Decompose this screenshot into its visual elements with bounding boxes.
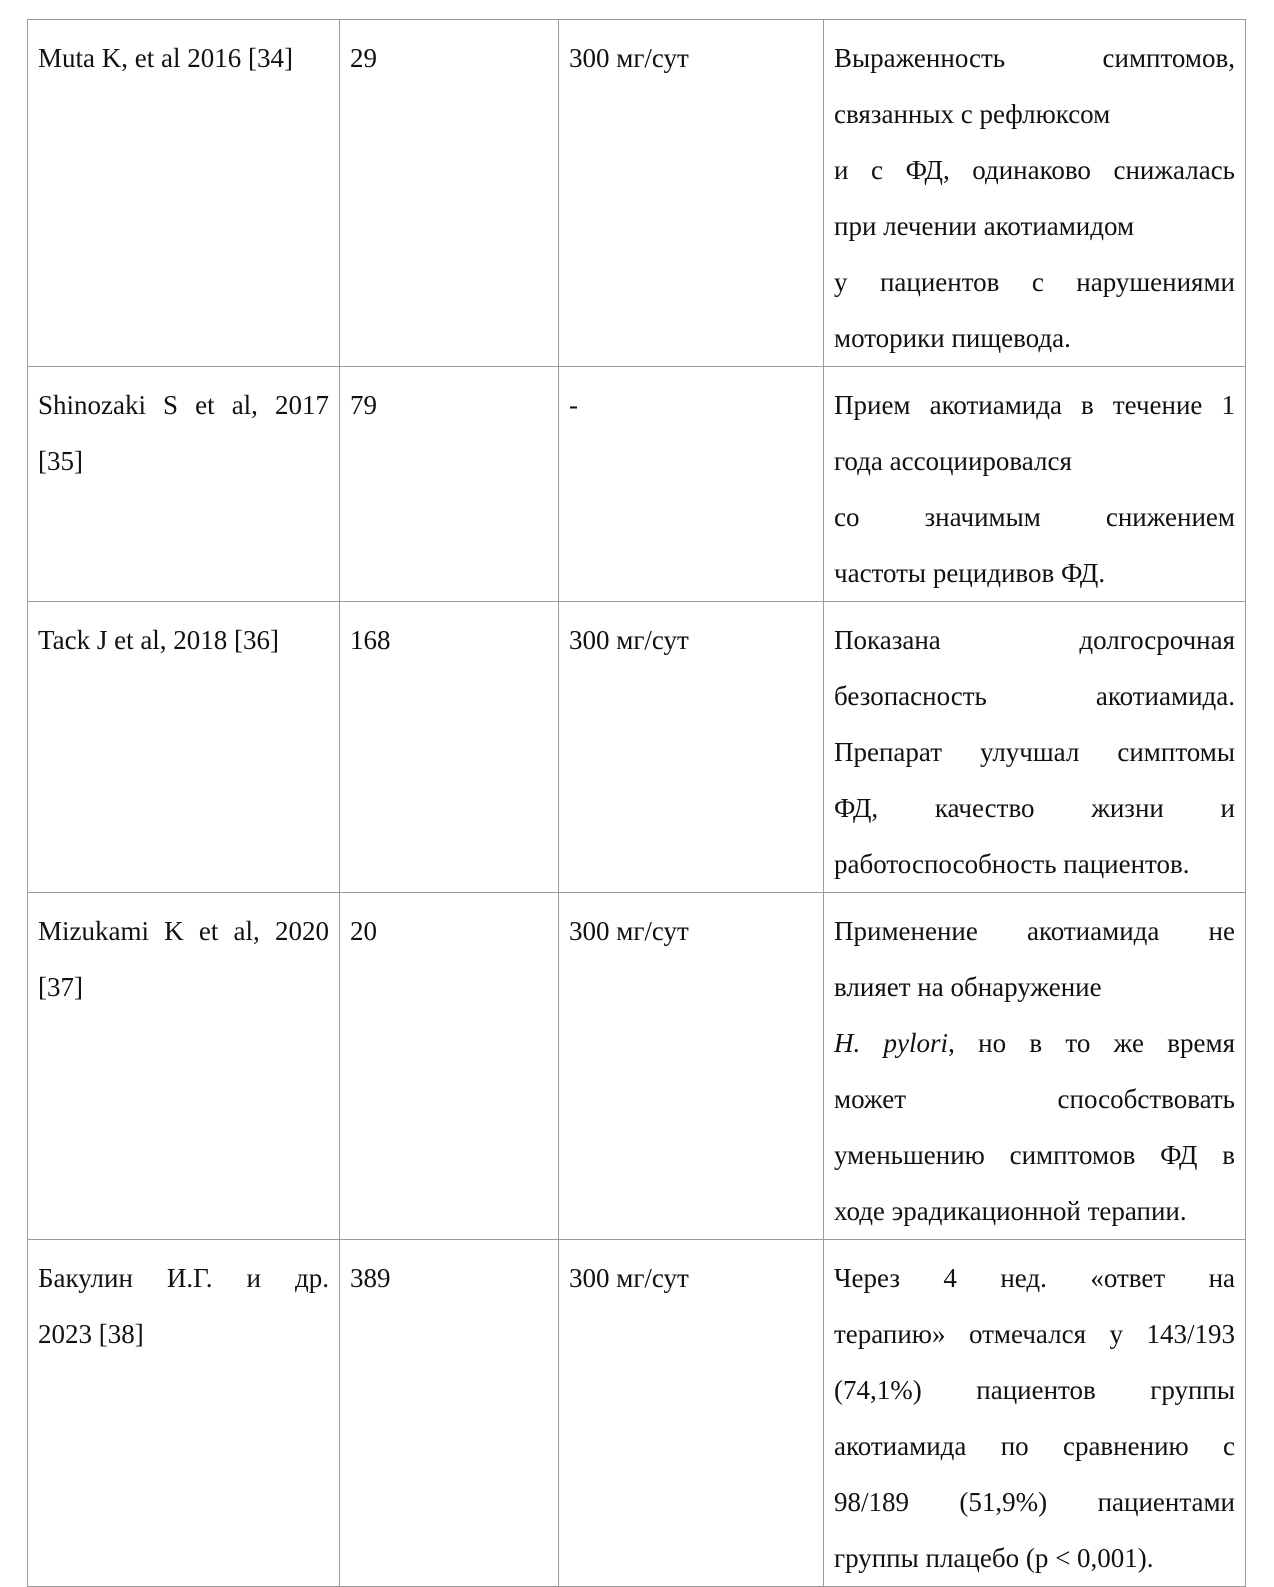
study-label: Shinozaki S et al, 2017 (38, 390, 329, 420)
result-line: Показана долгосрочная (834, 625, 1235, 655)
patients-count: 389 (350, 1263, 391, 1293)
result-line: у пациентов с нарушениями (834, 267, 1235, 297)
result-line: и с ФД, одинаково снижалась (834, 155, 1235, 185)
result-line: частоты рецидивов ФД. (834, 558, 1106, 588)
dose-value: 300 мг/сут (569, 1263, 689, 1293)
result-line: акотиамида по сравнению с (834, 1431, 1235, 1461)
result-line: моторики пищевода. (834, 323, 1071, 353)
dose-cell (559, 602, 824, 893)
table-row (28, 893, 1246, 1240)
result-line: Применение акотиамида не (834, 916, 1235, 946)
table-row (28, 602, 1246, 893)
result-line: 98/189 (51,9%) пациентами (834, 1487, 1235, 1517)
patients-count: 168 (350, 625, 391, 655)
dose-cell (559, 20, 824, 367)
result-line: Через 4 нед. «ответ на (834, 1263, 1235, 1293)
patients-count-cell (340, 1240, 559, 1587)
study-label: 2023 [38] (38, 1319, 144, 1349)
study-cell (28, 20, 340, 367)
patients-count-cell (340, 20, 559, 367)
result-line: года ассоциировался (834, 446, 1072, 476)
patients-count-cell (340, 893, 559, 1240)
patients-count: 79 (350, 390, 377, 420)
result-line: (74,1%) пациентов группы (834, 1375, 1235, 1405)
patients-count: 20 (350, 916, 377, 946)
result-line: уменьшению симптомов ФД в (834, 1140, 1235, 1170)
study-cell (28, 893, 340, 1240)
result-line: группы плацебо (p < 0,001). (834, 1543, 1154, 1573)
result-line: связанных с рефлюксом (834, 99, 1111, 129)
table-row (28, 1240, 1246, 1587)
result-line-rest: , но в то же время (948, 1028, 1235, 1058)
study-cell (28, 1240, 340, 1587)
result-line: безопасность акотиамида. (834, 681, 1235, 711)
result-cell (824, 1240, 1246, 1587)
study-label: Бакулин И.Г. и др. (38, 1263, 329, 1293)
study-cell (28, 367, 340, 602)
result-line: со значимым снижением (834, 502, 1235, 532)
dose-cell (559, 367, 824, 602)
result-line: терапию» отмечался у 143/193 (834, 1319, 1235, 1349)
studies-table (27, 19, 1246, 1587)
result-line: при лечении акотиамидом (834, 211, 1135, 241)
dose-cell (559, 1240, 824, 1587)
result-cell (824, 893, 1246, 1240)
study-label: [37] (38, 972, 83, 1002)
dose-value: 300 мг/сут (569, 916, 689, 946)
study-label: Muta K, et al 2016 [34] (38, 43, 293, 73)
patients-count: 29 (350, 43, 377, 73)
table-row (28, 367, 1246, 602)
dose-cell (559, 893, 824, 1240)
dose-value: - (569, 390, 578, 420)
species-name: H. pylori (834, 1028, 949, 1058)
result-cell (824, 367, 1246, 602)
result-line: Препарат улучшал симптомы (834, 737, 1235, 767)
study-label: [35] (38, 446, 83, 476)
patients-count-cell (340, 367, 559, 602)
dose-value: 300 мг/сут (569, 625, 689, 655)
study-label: Mizukami K et al, 2020 (38, 916, 329, 946)
result-cell (824, 20, 1246, 367)
result-cell (824, 602, 1246, 893)
result-line (834, 1015, 1235, 1071)
dose-value: 300 мг/сут (569, 43, 689, 73)
study-label: Tack J et al, 2018 [36] (38, 625, 280, 655)
result-line: Выраженность симптомов, (834, 43, 1235, 73)
result-line: ФД, качество жизни и (834, 793, 1235, 823)
patients-count-cell (340, 602, 559, 893)
result-line: может способствовать (834, 1084, 1235, 1114)
result-line: Прием акотиамида в течение 1 (834, 390, 1235, 420)
table-row (28, 20, 1246, 367)
study-cell (28, 602, 340, 893)
result-line: ходе эрадикационной терапии. (834, 1196, 1187, 1226)
result-line: работоспособность пациентов. (834, 849, 1190, 879)
result-line: влияет на обнаружение (834, 972, 1102, 1002)
